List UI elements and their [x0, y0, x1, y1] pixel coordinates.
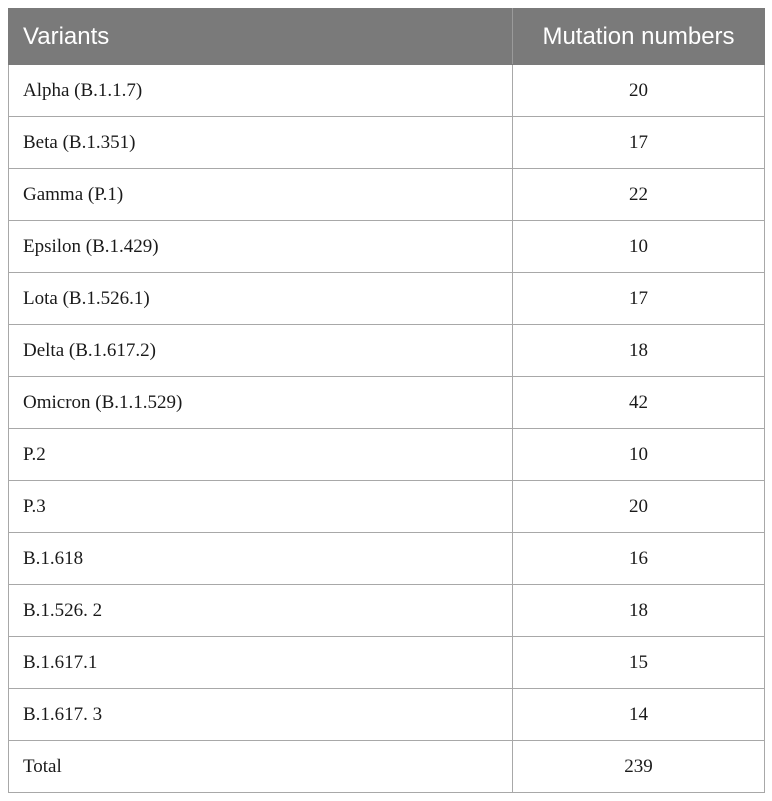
table-row [9, 689, 765, 741]
mutation-count-cell: 20 [513, 65, 765, 117]
mutation-count-cell: 18 [513, 585, 765, 637]
total-label-cell: Total [9, 741, 513, 793]
mutation-count-cell: 18 [513, 325, 765, 377]
variant-cell: Epsilon (B.1.429) [9, 221, 513, 273]
variant-cell: B.1.618 [9, 533, 513, 585]
table-row [9, 533, 765, 585]
mutation-count-cell: 17 [513, 117, 765, 169]
total-count-cell: 239 [513, 741, 765, 793]
mutation-count-cell: 17 [513, 273, 765, 325]
variant-cell: Delta (B.1.617.2) [9, 325, 513, 377]
table-row [9, 221, 765, 273]
table-row [9, 585, 765, 637]
mutation-count-cell: 15 [513, 637, 765, 689]
mutation-count-cell: 10 [513, 429, 765, 481]
table-row [9, 273, 765, 325]
table-row [9, 481, 765, 533]
header-row [9, 9, 765, 65]
table-body [9, 65, 765, 793]
header-mutation-numbers: Mutation numbers [513, 9, 765, 65]
mutation-count-cell: 10 [513, 221, 765, 273]
variant-cell: Omicron (B.1.1.529) [9, 377, 513, 429]
variant-cell: P.3 [9, 481, 513, 533]
total-row [9, 741, 765, 793]
variant-cell: Alpha (B.1.1.7) [9, 65, 513, 117]
variant-cell: B.1.617.1 [9, 637, 513, 689]
mutation-count-cell: 16 [513, 533, 765, 585]
table-row [9, 429, 765, 481]
mutation-table [8, 8, 765, 793]
table-row [9, 637, 765, 689]
mutation-count-cell: 14 [513, 689, 765, 741]
table-header [9, 9, 765, 65]
data-table-container [8, 8, 764, 793]
variant-cell: B.1.526. 2 [9, 585, 513, 637]
variant-cell: B.1.617. 3 [9, 689, 513, 741]
header-variants: Variants [9, 9, 513, 65]
variant-cell: P.2 [9, 429, 513, 481]
mutation-count-cell: 20 [513, 481, 765, 533]
mutation-count-cell: 22 [513, 169, 765, 221]
table-row [9, 169, 765, 221]
variant-cell: Gamma (P.1) [9, 169, 513, 221]
table-row [9, 377, 765, 429]
table-row [9, 325, 765, 377]
variant-cell: Beta (B.1.351) [9, 117, 513, 169]
table-row [9, 117, 765, 169]
table-row [9, 65, 765, 117]
variant-cell: Lota (B.1.526.1) [9, 273, 513, 325]
mutation-count-cell: 42 [513, 377, 765, 429]
